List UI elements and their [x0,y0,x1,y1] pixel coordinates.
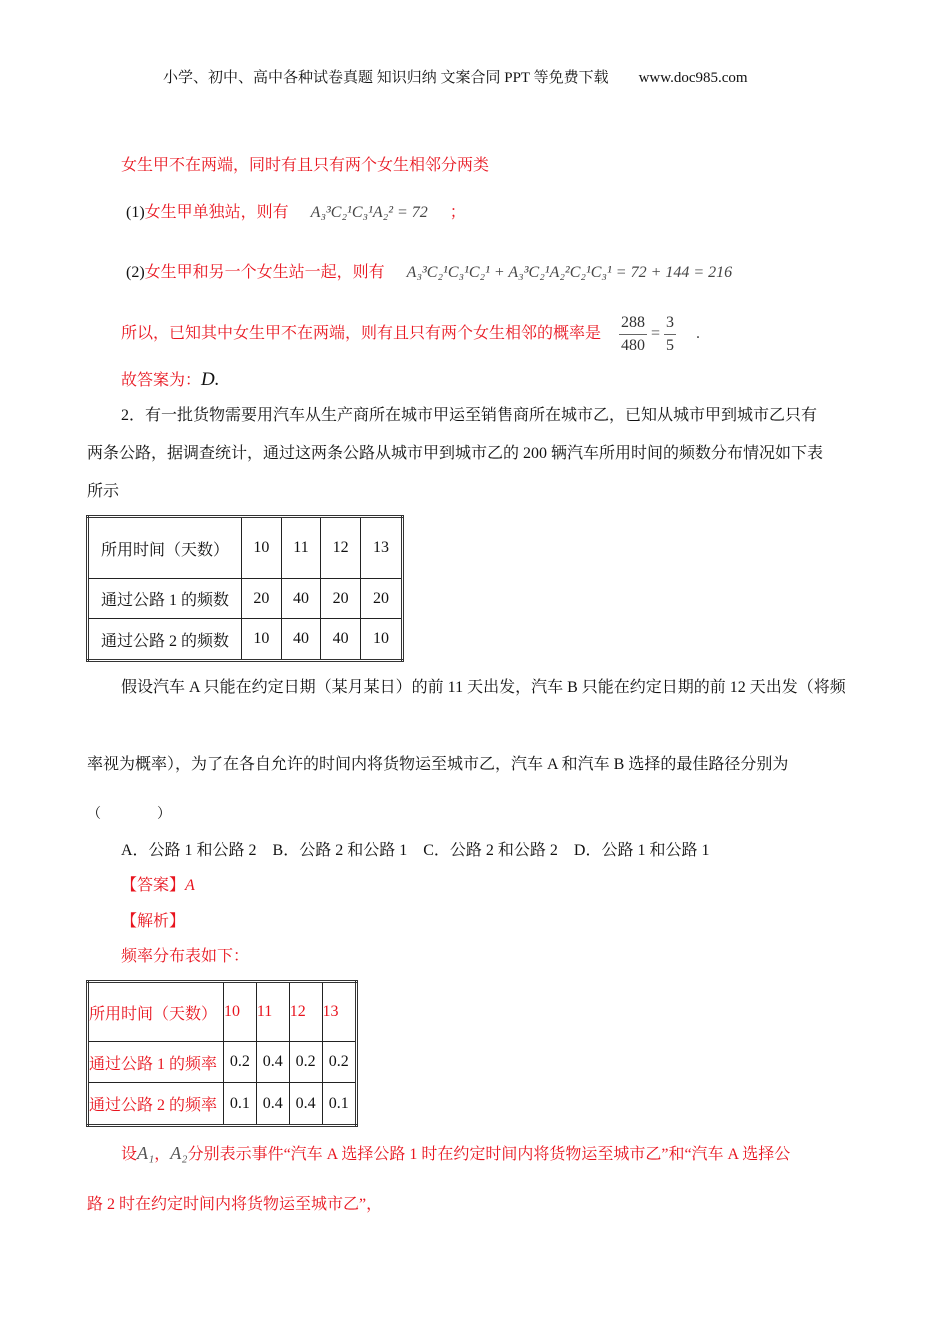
cell: 10 [242,619,282,661]
label: (1) [126,204,145,221]
cell: 40 [281,619,321,661]
cell: 通过公路 1 的频数 [88,579,242,619]
header-cell: 10 [242,517,282,579]
cell: 10 [360,619,402,661]
cell: 40 [281,579,321,619]
fraction [619,312,647,357]
table-row [88,579,403,619]
text: 分别表示事件“汽车 A 选择公路 1 时在约定时间内将货物运至城市乙”和“汽车 A 选择公 [187,1146,791,1163]
numerator: 288 [619,312,647,335]
header-cell: 11 [256,982,289,1042]
cell: 0.4 [256,1083,289,1126]
answer-blank: （ ） [87,807,171,822]
probability-line [121,312,700,357]
options: A．公路 1 和公路 2 B．公路 2 和公路 1 C．公路 2 和公路 2 D．公路 1 和公路 1 [121,842,710,859]
text: 故答案为： [121,372,202,389]
header-cell: 13 [322,982,356,1042]
paragraph: 女生甲不在两端，同时有且只有两个女生相邻分两类 [121,157,490,174]
probability-table [86,980,358,1127]
cell: 0.1 [322,1083,356,1126]
cell: 20 [321,579,361,619]
table-row [88,619,403,661]
punct: . [696,325,701,343]
header-cell: 12 [321,517,361,579]
paragraph: 路 2 时在约定时间内将货物运至城市乙”， [87,1196,383,1213]
answer-line [121,370,220,391]
cell: 通过公路 1 的频率 [88,1042,224,1083]
table-row [88,1083,357,1126]
question-text: 假设汽车 A 只能在约定日期（某月某日）的前 11 天出发，汽车 B 只能在约定日期的前 12 天出发（将频 [121,679,846,696]
label: 【答案】 [121,877,186,894]
label: (2) [126,264,145,281]
formula: A₃³C₂¹C₃¹C₂¹ + A₃³C₂¹A₂²C₂¹C₃¹ = 72 + 144 = 216 [406,264,733,281]
cell: 0.2 [224,1042,257,1083]
denominator: 5 [666,337,675,354]
numerator: 3 [664,312,676,335]
cell: 0.2 [289,1042,322,1083]
math: A₂ [170,1143,188,1163]
cell: 20 [242,579,282,619]
header-cell: 13 [360,517,402,579]
header-cell: 11 [281,517,321,579]
header-cell: 所用时间（天数） [88,982,224,1042]
denominator: 480 [621,337,646,354]
paragraph [121,1143,790,1165]
analysis-label: 【解析】 [121,913,186,930]
math: A₁ [137,1143,155,1163]
cell: 0.1 [224,1083,257,1126]
cell: 通过公路 2 的频数 [88,619,242,661]
header-cell: 所用时间（天数） [88,517,242,579]
question-text: 两条公路，据调查统计，通过这两条公路从城市甲到城市乙的 200 辆汽车所用时间的频数分布情况如下表 [87,445,824,462]
text: 所以，已知其中女生甲不在两端，则有且只有两个女生相邻的概率是 [121,325,602,343]
case-1 [126,203,466,223]
equals: = [651,325,661,343]
case-2 [126,263,732,283]
cell: 0.4 [289,1083,322,1126]
formula: A₃³C₂¹C₃¹A₂² = 72 [310,204,428,221]
frequency-table [86,515,404,662]
text: 女生甲和另一个女生站一起，则有 [144,264,385,281]
cell: 0.2 [322,1042,356,1083]
text: 设 [121,1146,138,1163]
fraction [664,312,676,357]
text: 女生甲单独站，则有 [144,204,289,221]
header-cell: 10 [224,982,257,1042]
paragraph: 频率分布表如下： [121,948,250,965]
answer-label [121,876,195,896]
text: ， [154,1146,171,1163]
cell: 0.4 [256,1042,289,1083]
answer: D. [201,369,220,390]
cell: 40 [321,619,361,661]
question-text: 率视为概率），为了在各自允许的时间内将货物运至城市乙，汽车 A 和汽车 B 选择的最佳路径分别为 [87,756,789,773]
question-text: 所示 [87,483,120,500]
punct: ； [449,204,466,221]
page-header: 小学、初中、高中各种试卷真题 知识归纳 文案合同 PPT 等免费下载 www.doc985.com [163,70,748,86]
header-cell: 12 [289,982,322,1042]
table-row [88,1042,357,1083]
question-text: 2．有一批货物需要用汽车从生产商所在城市甲运至销售商所在城市乙，已知从城市甲到城市乙只有 [121,407,818,424]
cell: 20 [360,579,402,619]
cell: 通过公路 2 的频率 [88,1083,224,1126]
answer: A [185,877,195,894]
